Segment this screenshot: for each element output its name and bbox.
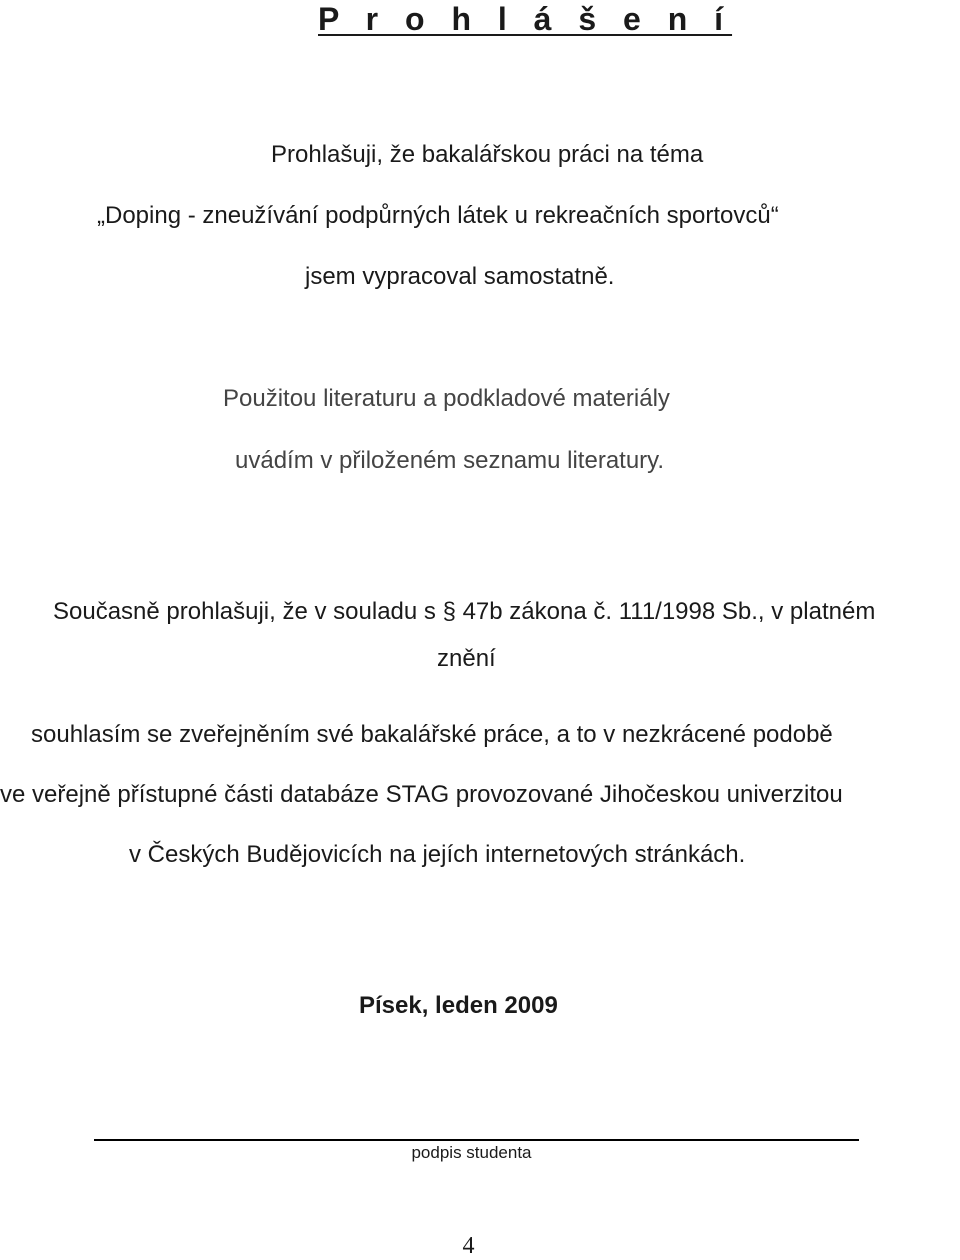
signature-label: podpis studenta	[411, 1143, 532, 1162]
consent-line-3: souhlasím se zveřejněním své bakalářské práce, a to v nezkrácené podobě	[31, 721, 833, 748]
page-number: 4	[462, 1233, 475, 1259]
place-and-date: Písek, leden 2009	[359, 992, 558, 1019]
consent-line-4: ve veřejně přístupné části databáze STAG provozované Jihočeskou univerzitou	[0, 781, 843, 808]
document-title: P r o h l á š e n í	[318, 1, 733, 37]
declaration-line-3: jsem vypracoval samostatně.	[305, 263, 615, 290]
literature-line-2: uvádím v přiloženém seznamu literatury.	[235, 447, 665, 474]
literature-line-1: Použitou literaturu a podkladové materiály	[223, 385, 670, 412]
consent-line-2: znění	[437, 645, 496, 672]
declaration-thesis-topic: „Doping - zneužívání podpůrných látek u rekreačních sportovců“	[97, 202, 779, 229]
declaration-line-1: Prohlašuji, že bakalářskou práci na téma	[271, 141, 704, 168]
consent-line-1: Současně prohlašuji, že v souladu s § 47b zákona č. 111/1998 Sb., v platném	[53, 598, 876, 625]
consent-line-5: v Českých Budějovicích na jejích internetových stránkách.	[129, 841, 746, 868]
